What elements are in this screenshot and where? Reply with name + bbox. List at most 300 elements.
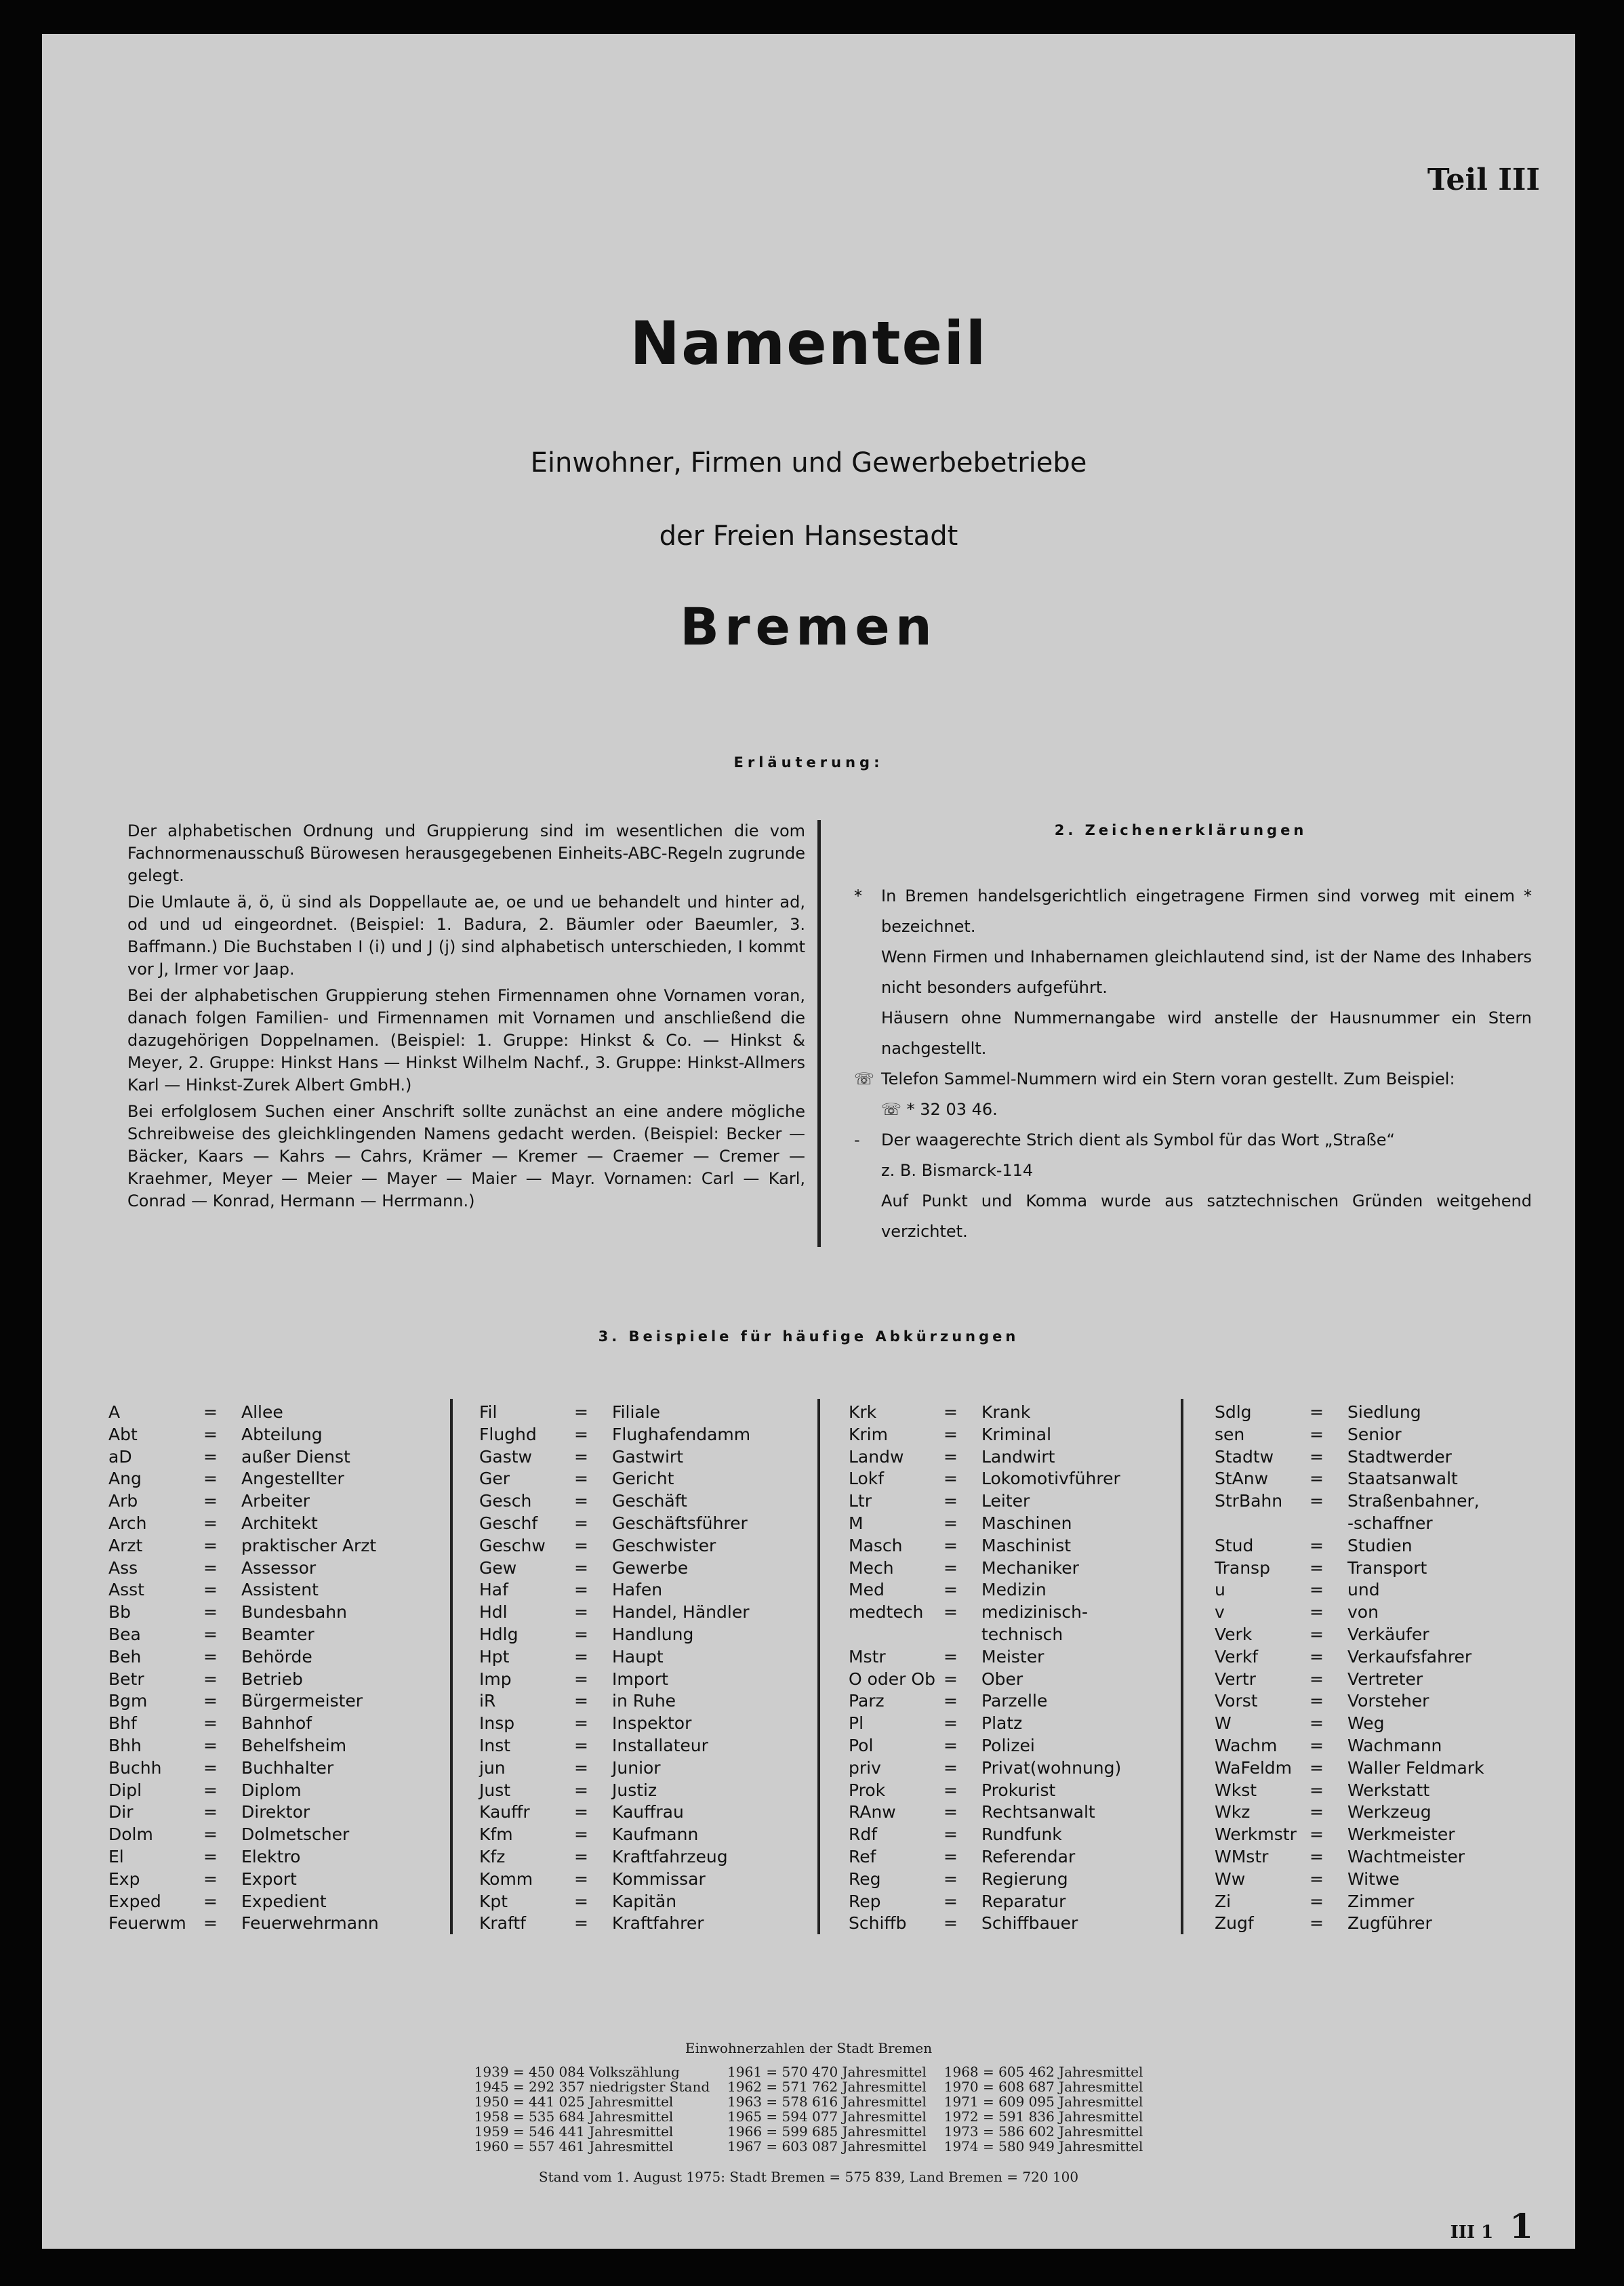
abbreviation-row: [849, 1535, 1121, 1557]
abbreviation-key: WaFeldm: [1215, 1757, 1293, 1778]
abbreviation-meaning: Export: [241, 1869, 297, 1889]
abbreviation-key: El: [108, 1846, 124, 1866]
equals-sign: =: [943, 1491, 958, 1511]
explanation-paragraph: Der alphabetischen Ordnung und Gruppierung sind im wesentlichen die vom Fachnormenausschuß Bürowesen herausgegebenen Einheits-ABC-Regeln zugrunde gelegt.: [127, 821, 805, 885]
abbreviation-row: [479, 1490, 750, 1513]
abbreviation-key: Prok: [849, 1780, 886, 1800]
abbreviation-row: [479, 1846, 750, 1869]
abbreviation-key: [1215, 1513, 1310, 1535]
equals-sign: =: [1310, 1557, 1324, 1578]
population-entry: 1971 = 609 095 Jahresmittel: [943, 2094, 1143, 2110]
abbreviation-row: [849, 1669, 1121, 1691]
abbreviation-key: Gesch: [479, 1491, 532, 1511]
abbreviation-meaning: Werkzeug: [1347, 1802, 1432, 1822]
abbreviation-meaning: Haupt: [612, 1646, 664, 1667]
abbreviation-meaning: Polizei: [981, 1735, 1035, 1755]
population-entry: 1962 = 571 762 Jahresmittel: [727, 2079, 927, 2095]
equals-sign: =: [1310, 1735, 1324, 1755]
equals-sign: =: [1310, 1602, 1324, 1622]
abbreviation-row: [479, 1402, 750, 1424]
abbreviation-row: [479, 1824, 750, 1846]
symbol-mark: [854, 1095, 881, 1125]
abbreviation-meaning: Abteilung: [241, 1424, 323, 1444]
abbreviation-meaning: Filiale: [612, 1402, 661, 1422]
abbreviation-meaning: Schiffbauer: [981, 1913, 1078, 1934]
population-entry: 1959 = 546 441 Jahresmittel: [474, 2123, 674, 2140]
abbreviation-meaning: Geschäftsführer: [612, 1513, 748, 1533]
abbreviation-row: [108, 1735, 379, 1757]
abbreviation-key: Betr: [108, 1669, 144, 1689]
abbreviation-key: Buchh: [108, 1757, 162, 1778]
abbreviation-row: [479, 1601, 750, 1624]
abbreviation-meaning: Staatsanwalt: [1347, 1469, 1458, 1489]
equals-sign: =: [943, 1891, 958, 1911]
abbreviation-key: Zugf: [1215, 1913, 1254, 1934]
abbreviations-column-4: [1215, 1402, 1484, 1935]
abbreviation-row: [479, 1646, 750, 1669]
explanation-paragraph: Bei der alphabetischen Gruppierung stehen Firmennamen ohne Vornamen voran, danach folgen Familien- und Firmennamen mit Vornamen und anschließend die dazugehörigen Doppelnamen. (Beispiel: 1. Gruppe: Hinkst & Co. — Hinkst & Meyer, 2. Gruppe: Hinkst Hans — Hinkst Wilhelm Nachf., 3. Gruppe: Hinkst-Allmers Karl — Hinkst-Zurek Albert GmbH.): [127, 986, 805, 1095]
population-entry: 1960 = 557 461 Jahresmittel: [474, 2138, 674, 2155]
population-entry: 1958 = 535 684 Jahresmittel: [474, 2108, 674, 2125]
abbreviation-meaning: Behelfsheim: [241, 1735, 347, 1755]
abbreviations-column-3: [849, 1402, 1121, 1935]
abbreviation-key: Komm: [479, 1869, 533, 1889]
abbreviation-row: [479, 1757, 750, 1780]
equals-sign: =: [943, 1913, 958, 1934]
abbreviation-row: [849, 1513, 1121, 1535]
abbreviation-meaning: Rundfunk: [981, 1824, 1062, 1845]
abbreviation-row: [479, 1513, 750, 1535]
equals-sign: =: [574, 1491, 588, 1511]
abbreviation-row: [849, 1735, 1121, 1757]
abbreviation-key: v: [1215, 1602, 1225, 1622]
abbreviation-meaning: -schaffner: [1347, 1513, 1433, 1533]
abbreviation-row: [1215, 1846, 1484, 1869]
abbreviation-key: Arzt: [108, 1535, 143, 1555]
abbreviation-meaning: Gericht: [612, 1469, 674, 1489]
equals-sign: =: [203, 1557, 218, 1578]
abbreviation-meaning: Transport: [1347, 1557, 1427, 1578]
equals-sign: =: [574, 1513, 588, 1533]
abbreviation-key: Kauffr: [479, 1802, 530, 1822]
column-divider: [817, 820, 821, 1247]
abbreviation-meaning: Behörde: [241, 1646, 312, 1667]
abbreviation-key: Verk: [1215, 1624, 1253, 1644]
explanation-paragraph: Bei erfolglosem Suchen einer Anschrift sollte zunächst an eine andere mögliche Schreibweise des gleichklingenden Namens gedacht werden. (Beispiel: Becker — Bäcker, Kaars — Kahrs — Cahrs, Krämer — Kremer — Craemer — Cremer — Kraehmer, Meyer — Meier — Mayer — Maier — Mayr. Vornamen: Carl — Karl, Conrad — Konrad, Hermann — Herrmann.): [127, 1102, 805, 1210]
abbreviation-meaning: und: [1347, 1580, 1380, 1600]
symbol-text: Wenn Firmen und Inhabernamen gleichlautend sind, ist der Name des Inhabers nicht besonders aufgeführt.: [881, 947, 1532, 997]
abbreviation-key: Med: [849, 1580, 885, 1600]
population-entry: 1966 = 599 685 Jahresmittel: [727, 2123, 927, 2140]
equals-sign: =: [1310, 1624, 1324, 1644]
abbreviation-meaning: Assistent: [241, 1580, 319, 1600]
abbreviation-row: [1215, 1891, 1484, 1913]
equals-sign: =: [574, 1757, 588, 1778]
abbreviation-key: Verkf: [1215, 1646, 1259, 1667]
abbreviation-key: Dipl: [108, 1780, 142, 1800]
equals-sign: =: [203, 1869, 218, 1889]
abbreviation-row: [479, 1780, 750, 1802]
abbreviation-key: Kraftf: [479, 1913, 526, 1934]
abbreviation-row: [479, 1801, 750, 1824]
equals-sign: =: [203, 1891, 218, 1911]
symbol-row: [854, 1003, 1532, 1064]
abbreviation-row: [849, 1468, 1121, 1490]
abbreviation-meaning: Meister: [981, 1646, 1044, 1667]
abbreviation-row: [479, 1468, 750, 1490]
symbol-text: Häusern ohne Nummernangabe wird anstelle der Hausnummer ein Stern nachgestellt.: [881, 1008, 1532, 1058]
abbreviation-key: Inst: [479, 1735, 511, 1755]
abbreviation-meaning: Witwe: [1347, 1869, 1400, 1889]
abbreviation-meaning: Kapitän: [612, 1891, 677, 1911]
abbreviation-key: Ref: [849, 1846, 876, 1866]
equals-sign: =: [1310, 1424, 1324, 1444]
abbreviation-column-divider: [450, 1399, 453, 1934]
abbreviation-row: [1215, 1535, 1484, 1557]
abbreviation-row: [479, 1624, 750, 1646]
abbreviation-row: [1215, 1669, 1484, 1691]
abbreviation-row: [1215, 1757, 1484, 1780]
abbreviation-row: [1215, 1446, 1484, 1469]
abbreviation-meaning: Wachmann: [1347, 1735, 1442, 1755]
equals-sign: =: [1310, 1846, 1324, 1866]
abbreviation-key: Kfz: [479, 1846, 506, 1866]
section-label: Teil III: [1427, 163, 1540, 197]
abbreviation-meaning: Stadtwerder: [1347, 1446, 1452, 1467]
abbreviation-meaning: in Ruhe: [612, 1691, 676, 1711]
abbreviation-meaning: Studien: [1347, 1535, 1413, 1555]
abbreviation-row: [849, 1579, 1121, 1601]
abbreviation-key: sen: [1215, 1424, 1245, 1444]
equals-sign: =: [1310, 1491, 1324, 1511]
abbreviation-key: Rep: [849, 1891, 881, 1911]
equals-sign: =: [943, 1713, 958, 1734]
abbreviation-key: Wachm: [1215, 1735, 1278, 1755]
abbreviation-key: Stadtw: [1215, 1446, 1274, 1467]
abbreviation-row: [108, 1757, 379, 1780]
abbreviation-meaning: Platz: [981, 1713, 1023, 1734]
abbreviation-meaning: Flughafendamm: [612, 1424, 751, 1444]
abbreviation-key: Fil: [479, 1402, 498, 1422]
abbreviation-row: [108, 1780, 379, 1802]
abbreviation-row: [849, 1402, 1121, 1424]
abbreviation-meaning: Buchhalter: [241, 1757, 334, 1778]
abbreviation-meaning: Medizin: [981, 1580, 1047, 1600]
abbreviation-meaning: Wachtmeister: [1347, 1846, 1465, 1866]
abbreviation-meaning: Regierung: [981, 1869, 1068, 1889]
telephone-icon: ☏: [854, 1069, 875, 1088]
abbreviation-key: Imp: [479, 1669, 512, 1689]
population-entry: 1963 = 578 616 Jahresmittel: [727, 2094, 927, 2110]
abbreviation-meaning: Handlung: [612, 1624, 694, 1644]
equals-sign: =: [203, 1757, 218, 1778]
abbreviation-meaning: Kaufmann: [612, 1824, 699, 1845]
abbreviation-meaning: Assessor: [241, 1557, 317, 1578]
page-section-marker: III 1: [1450, 2222, 1494, 2243]
abbreviation-row: [108, 1601, 379, 1624]
population-entry: 1965 = 594 077 Jahresmittel: [727, 2108, 927, 2125]
abbreviation-meaning: Vertreter: [1347, 1669, 1423, 1689]
abbreviation-meaning: Leiter: [981, 1491, 1030, 1511]
equals-sign: =: [203, 1713, 218, 1734]
equals-sign: =: [574, 1602, 588, 1622]
abbreviation-key: Ang: [108, 1469, 142, 1489]
symbol-text: Der waagerechte Strich dient als Symbol für das Wort „Straße“: [881, 1130, 1395, 1149]
equals-sign: =: [943, 1557, 958, 1578]
abbreviation-key: jun: [479, 1757, 506, 1778]
equals-sign: =: [574, 1691, 588, 1711]
abbreviation-meaning: Kauffrau: [612, 1802, 684, 1822]
abbreviation-row: [1215, 1801, 1484, 1824]
abbreviation-key: Gastw: [479, 1446, 532, 1467]
abbreviation-key: Pol: [849, 1735, 874, 1755]
abbreviation-row: [479, 1869, 750, 1891]
abbreviation-meaning: Beamter: [241, 1624, 314, 1644]
equals-sign: =: [574, 1735, 588, 1755]
population-entry: 1939 = 450 084 Volkszählung: [474, 2064, 680, 2080]
abbreviation-key: Flughd: [479, 1424, 537, 1444]
symbols-heading: 2. Zeichenerklärungen: [1054, 822, 1307, 838]
abbreviation-row: [849, 1646, 1121, 1669]
abbreviation-key: Mech: [849, 1557, 894, 1578]
symbol-row: [854, 1095, 1532, 1125]
abbreviation-key: Exp: [108, 1869, 140, 1889]
equals-sign: =: [574, 1713, 588, 1734]
abbreviation-meaning: Feuerwehrmann: [241, 1913, 379, 1934]
abbreviation-meaning: Reparatur: [981, 1891, 1066, 1911]
equals-sign: =: [574, 1557, 588, 1578]
equals-sign: =: [203, 1602, 218, 1622]
abbreviation-key: Asst: [108, 1580, 144, 1600]
abbreviation-key: Sdlg: [1215, 1402, 1252, 1422]
population-columns: [42, 2064, 1575, 2154]
equals-sign: =: [1310, 1669, 1324, 1689]
explanation-heading: Erläuterung:: [733, 754, 884, 771]
abbreviation-row: [849, 1713, 1121, 1735]
population-column: [944, 2064, 1143, 2154]
abbreviation-meaning: Parzelle: [981, 1691, 1048, 1711]
abbreviation-key: Vorst: [1215, 1691, 1258, 1711]
population-entry: 1974 = 580 949 Jahresmittel: [943, 2138, 1143, 2155]
abbreviation-key: Arch: [108, 1513, 147, 1533]
population-entry: 1972 = 591 836 Jahresmittel: [943, 2108, 1143, 2125]
abbreviation-key: Geschw: [479, 1535, 546, 1555]
population-column: [727, 2064, 927, 2154]
equals-sign: =: [943, 1824, 958, 1845]
equals-sign: =: [1310, 1469, 1324, 1489]
abbreviation-meaning: Justiz: [612, 1780, 657, 1800]
abbreviation-row: [108, 1490, 379, 1513]
abbreviation-meaning: Gastwirt: [612, 1446, 683, 1467]
abbreviation-meaning: Import: [612, 1669, 668, 1689]
document-page: [42, 34, 1575, 2249]
equals-sign: =: [574, 1669, 588, 1689]
abbreviation-row: [108, 1557, 379, 1580]
abbreviation-meaning: Privat(wohnung): [981, 1757, 1122, 1778]
abbreviation-meaning: von: [1347, 1602, 1379, 1622]
abbreviation-key: Wkst: [1215, 1780, 1257, 1800]
abbreviation-row: [479, 1579, 750, 1601]
abbreviation-meaning: technisch: [981, 1624, 1063, 1644]
symbol-mark: [854, 942, 881, 1003]
abbreviation-meaning: Krank: [981, 1402, 1031, 1422]
symbol-row: [854, 1125, 1532, 1156]
abbreviation-row: [108, 1579, 379, 1601]
abbreviation-row: [849, 1446, 1121, 1469]
abbreviation-column-divider: [1181, 1399, 1183, 1934]
abbreviation-row: [849, 1557, 1121, 1580]
abbreviation-row: [479, 1557, 750, 1580]
abbreviation-meaning: Kraftfahrzeug: [612, 1846, 728, 1866]
abbreviation-key: Landw: [849, 1446, 904, 1467]
abbreviation-row: [479, 1913, 750, 1935]
equals-sign: =: [943, 1735, 958, 1755]
equals-sign: =: [203, 1424, 218, 1444]
page-title: Namenteil: [630, 308, 988, 378]
equals-sign: =: [943, 1669, 958, 1689]
abbreviation-key: Kpt: [479, 1891, 508, 1911]
abbreviation-row: [108, 1535, 379, 1557]
abbreviation-row: [479, 1446, 750, 1469]
abbreviation-row: [849, 1624, 1121, 1646]
symbol-mark: [854, 1156, 881, 1186]
abbreviation-meaning: Geschäft: [612, 1491, 687, 1511]
symbol-row: [854, 1064, 1532, 1095]
equals-sign: =: [574, 1646, 588, 1667]
abbreviation-key: Krim: [849, 1424, 888, 1444]
abbreviation-key: Hpt: [479, 1646, 510, 1667]
equals-sign: =: [1310, 1757, 1324, 1778]
equals-sign: =: [1310, 1913, 1324, 1934]
abbreviation-meaning: Waller Feldmark: [1347, 1757, 1484, 1778]
abbreviation-key: Parz: [849, 1691, 885, 1711]
equals-sign: =: [943, 1646, 958, 1667]
symbol-text: Telefon Sammel-Nummern wird ein Stern voran gestellt. Zum Beispiel:: [881, 1069, 1455, 1088]
equals-sign: =: [203, 1402, 218, 1422]
abbreviation-row: [849, 1801, 1121, 1824]
abbreviation-row: [849, 1869, 1121, 1891]
abbreviation-key: Wkz: [1215, 1802, 1251, 1822]
equals-sign: =: [943, 1469, 958, 1489]
equals-sign: =: [943, 1402, 958, 1422]
abbreviation-key: Feuerwm: [108, 1913, 186, 1934]
abbreviation-row: [1215, 1468, 1484, 1490]
abbreviation-row: [1215, 1735, 1484, 1757]
equals-sign: =: [203, 1913, 218, 1934]
abbreviation-meaning: Zugführer: [1347, 1913, 1432, 1934]
abbreviation-row: [108, 1824, 379, 1846]
abbreviation-key: Beh: [108, 1646, 142, 1667]
equals-sign: =: [574, 1446, 588, 1467]
equals-sign: =: [943, 1691, 958, 1711]
equals-sign: =: [574, 1535, 588, 1555]
abbreviation-meaning: Junior: [612, 1757, 661, 1778]
abbreviation-key: Zi: [1215, 1891, 1232, 1911]
abbreviation-key: Hdl: [479, 1602, 508, 1622]
equals-sign: =: [203, 1624, 218, 1644]
abbreviation-row: [108, 1513, 379, 1535]
abbreviation-meaning: Handel, Händler: [612, 1602, 750, 1622]
abbreviation-meaning: Werkmeister: [1347, 1824, 1455, 1845]
abbreviation-meaning: Straßenbahner,: [1347, 1491, 1480, 1511]
abbreviations-column-1: [108, 1402, 379, 1935]
abbreviation-key: priv: [849, 1757, 881, 1778]
equals-sign: =: [1310, 1780, 1324, 1800]
abbreviation-row: [479, 1690, 750, 1713]
abbreviation-key: WMstr: [1215, 1846, 1269, 1866]
symbol-mark: -: [854, 1130, 860, 1149]
abbreviation-meaning: Vorsteher: [1347, 1691, 1429, 1711]
population-footnote: Stand vom 1. August 1975: Stadt Bremen = 575 839, Land Bremen = 720 100: [538, 2169, 1079, 2185]
abbreviation-row: [108, 1424, 379, 1446]
population-entry: 1945 = 292 357 niedrigster Stand: [474, 2079, 710, 2095]
abbreviation-row: [1215, 1513, 1484, 1535]
abbreviation-meaning: Werkstatt: [1347, 1780, 1430, 1800]
population-entry: 1968 = 605 462 Jahresmittel: [943, 2064, 1143, 2080]
equals-sign: =: [203, 1580, 218, 1600]
abbreviation-meaning: Arbeiter: [241, 1491, 310, 1511]
abbreviation-row: [1215, 1646, 1484, 1669]
abbreviation-meaning: Siedlung: [1347, 1402, 1421, 1422]
abbreviation-key: Gew: [479, 1557, 517, 1578]
abbreviation-key: RAnw: [849, 1802, 896, 1822]
abbreviation-meaning: praktischer Arzt: [241, 1535, 377, 1555]
equals-sign: =: [1310, 1891, 1324, 1911]
equals-sign: =: [203, 1491, 218, 1511]
subtitle-line-2: der Freien Hansestadt: [659, 521, 958, 552]
symbol-text: Auf Punkt und Komma wurde aus satztechnischen Gründen weitgehend verzichtet.: [881, 1191, 1532, 1241]
city-heading: Bremen: [680, 596, 937, 657]
abbreviation-row: [1215, 1869, 1484, 1891]
abbreviation-row: [849, 1690, 1121, 1713]
equals-sign: =: [943, 1580, 958, 1600]
equals-sign: [1310, 1513, 1347, 1535]
abbreviation-meaning: Dolmetscher: [241, 1824, 350, 1845]
symbol-row: [854, 1186, 1532, 1247]
abbreviation-key: Bhh: [108, 1735, 142, 1755]
abbreviation-key: Geschf: [479, 1513, 538, 1533]
equals-sign: =: [943, 1602, 958, 1622]
abbreviation-key: Abt: [108, 1424, 138, 1444]
abbreviation-row: [108, 1891, 379, 1913]
abbreviation-key: StrBahn: [1215, 1491, 1283, 1511]
equals-sign: =: [1310, 1802, 1324, 1822]
equals-sign: =: [574, 1424, 588, 1444]
abbreviation-row: [108, 1624, 379, 1646]
equals-sign: =: [1310, 1446, 1324, 1467]
abbreviation-key: StAnw: [1215, 1469, 1269, 1489]
population-entry: 1961 = 570 470 Jahresmittel: [727, 2064, 927, 2080]
equals-sign: =: [203, 1824, 218, 1845]
equals-sign: =: [1310, 1535, 1324, 1555]
abbreviation-key: W: [1215, 1713, 1232, 1734]
abbreviation-row: [849, 1490, 1121, 1513]
abbreviation-row: [108, 1846, 379, 1869]
abbreviation-row: [849, 1601, 1121, 1624]
equals-sign: =: [574, 1824, 588, 1845]
equals-sign: =: [943, 1802, 958, 1822]
abbreviation-row: [108, 1801, 379, 1824]
equals-sign: =: [574, 1469, 588, 1489]
abbreviation-meaning: medizinisch-: [981, 1602, 1089, 1622]
abbreviation-meaning: Gewerbe: [612, 1557, 689, 1578]
population-table: [42, 2040, 1575, 2185]
equals-sign: =: [574, 1869, 588, 1889]
abbreviation-row: [1215, 1490, 1484, 1513]
abbreviation-meaning: Hafen: [612, 1580, 663, 1600]
abbreviation-meaning: Referendar: [981, 1846, 1076, 1866]
abbreviation-row: [479, 1891, 750, 1913]
